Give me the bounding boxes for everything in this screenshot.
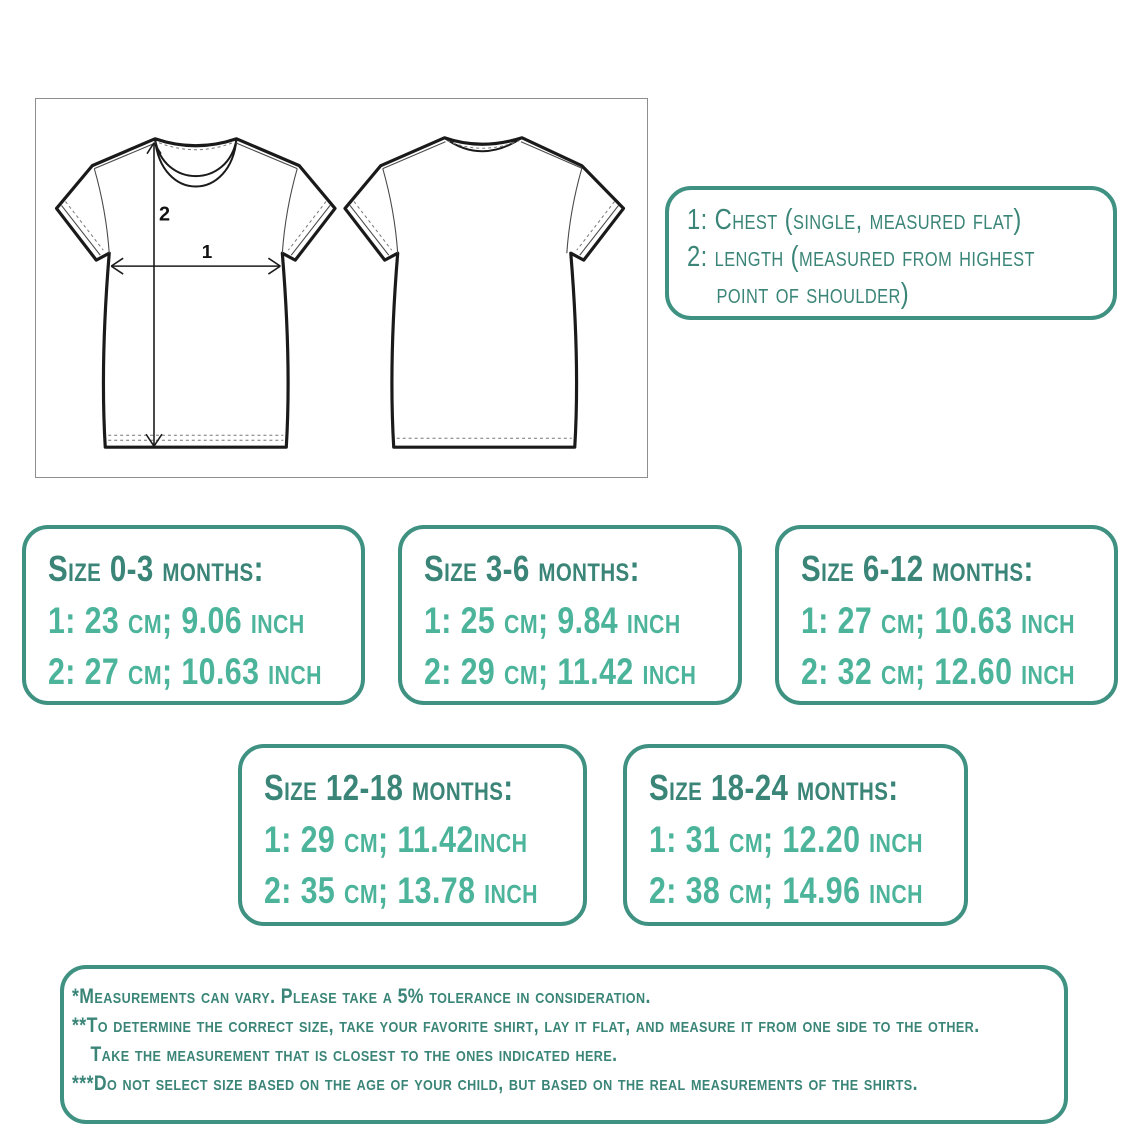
tshirt-front-drawing [57,139,336,447]
length-measurement: 2: 38 cm; 14.96 inch [649,870,923,911]
chest-measurement: 1: 25 cm; 9.84 inch [424,600,681,641]
size-box-title: Size 6-12 months: [801,548,1034,589]
note-tolerance: *Measurements can vary. Please take a 5% tolerance in consideration. [72,985,651,1008]
legend-line-length-wrap: point of shoulder) [716,278,910,310]
length-measurement: 2: 29 cm; 11.42 inch [424,651,697,692]
measurement-legend-box [665,186,1117,320]
size-box-0-3-months [22,525,365,705]
tshirt-diagram [36,99,647,477]
note-select-by-measurement: ***Do not select size based on the age of your child, but based on the real measurements of the shirts. [72,1072,918,1095]
tshirt-diagram-panel [35,98,648,478]
chest-measurement: 1: 27 cm; 10.63 inch [801,600,1075,641]
size-box-title: Size 12-18 months: [264,767,514,808]
length-measurement: 2: 32 cm; 12.60 inch [801,651,1075,692]
size-box-6-12-months [775,525,1118,705]
length-measurement: 2: 27 cm; 10.63 inch [48,651,322,692]
size-box-title: Size 18-24 months: [649,767,899,808]
chest-measurement: 1: 29 cm; 11.42inch [264,819,528,860]
length-arrow-label: 2 [158,203,171,226]
legend-line-chest: 1: Chest (single, measured flat) [687,204,1022,236]
measurement-notes-box [60,965,1068,1124]
size-box-title: Size 0-3 months: [48,548,264,589]
note-how-to-measure-wrap: Take the measurement that is closest to the ones indicated here. [90,1043,618,1066]
tshirt-back-drawing [345,138,624,447]
chest-measurement: 1: 23 cm; 9.06 inch [48,600,305,641]
size-box-18-24-months [623,744,968,926]
note-how-to-measure: **To determine the correct size, take your favorite shirt, lay it flat, and measure it from one side to the other. [72,1014,980,1037]
chest-arrow-label: 1 [201,242,213,264]
size-box-title: Size 3-6 months: [424,548,640,589]
length-measurement: 2: 35 cm; 13.78 inch [264,870,538,911]
legend-line-length: 2: length (measured from highest [687,241,1035,273]
chest-measurement: 1: 31 cm; 12.20 inch [649,819,923,860]
size-box-3-6-months [398,525,742,705]
size-box-12-18-months [238,744,587,926]
